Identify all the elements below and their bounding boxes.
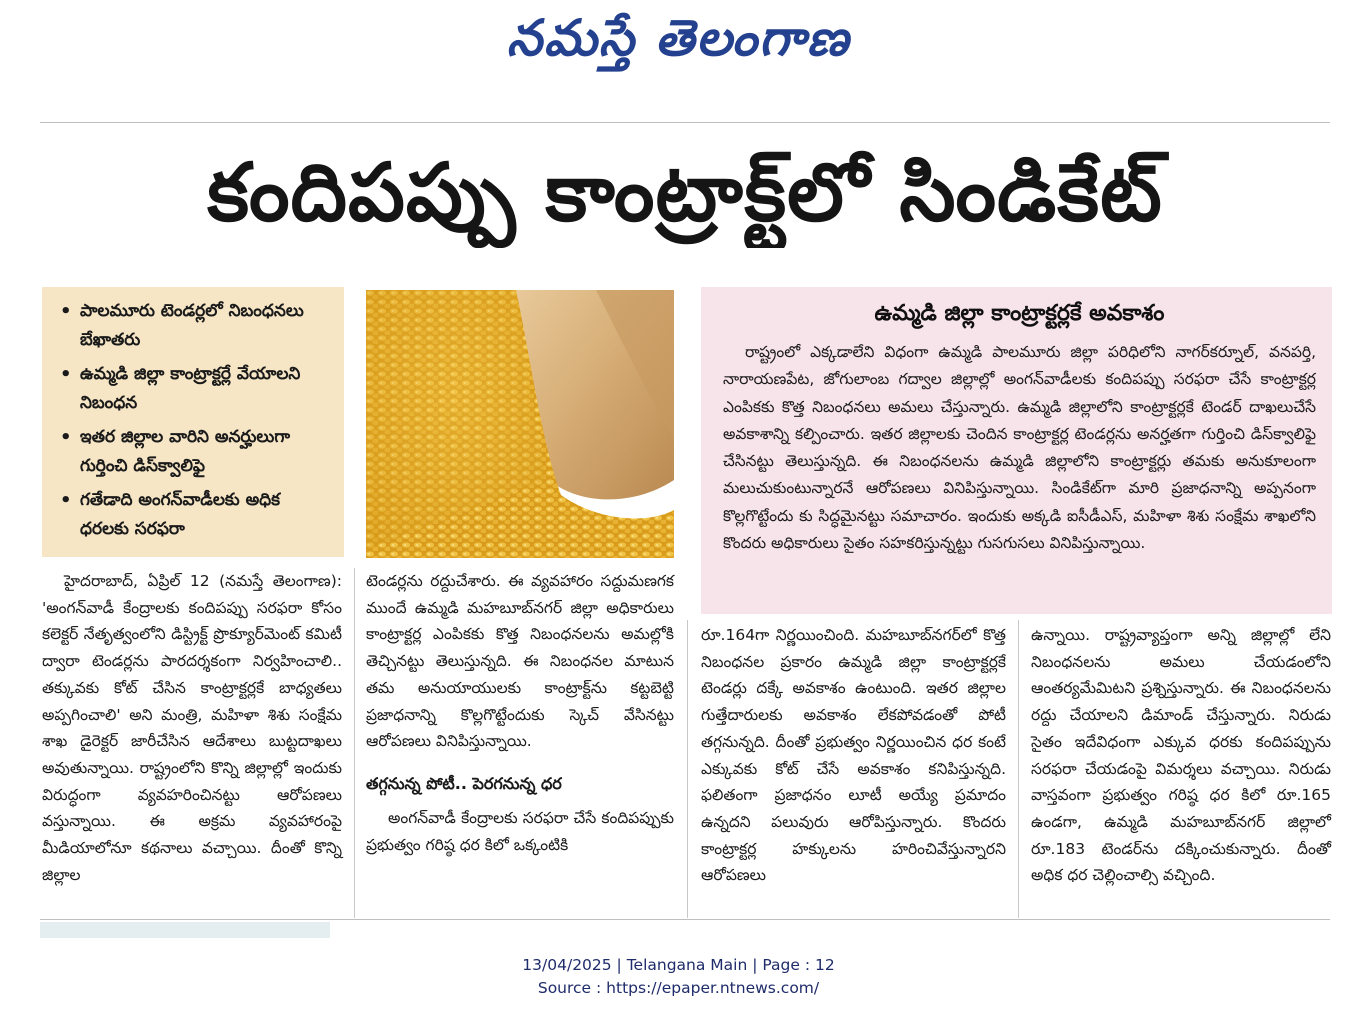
column-2-text: టెండర్లను రద్దుచేశారు. ఈ వ్యవహారం సద్దుమణగక ముందే ఉమ్మడి మహబూబ్‌నగర్ జిల్లా అధికారులు కాంట్రాక్టర్ల ఎంపికకు కొత్త నిబంధనలను అమల్లోకి తెచ్చినట్టు తెలుస్తున్నది. ఈ నిబంధనల మాటున తమ అనుయాయులకు కాంట్రాక్ట్‌ను కట్టబెట్టి ప్రజాధనాన్ని కొల్లగొట్టేందుకు స్కెచ్ వేసినట్టు ఆరోపణలు వినిపిస్తున్నాయి.: [366, 572, 674, 751]
clipped-next-article-strip: [40, 922, 330, 938]
newspaper-masthead: [0, 8, 1357, 78]
page-footer-info: 13/04/2025 | Telangana Main | Page : 12: [522, 956, 835, 974]
article-column-3: [701, 622, 1006, 889]
article-bottom-rule: [40, 919, 1330, 920]
highlight-item: • గతేడాది అంగన్‌వాడీలకు అధిక ధరలకు సరఫరా: [60, 486, 332, 544]
column-divider: [354, 568, 355, 918]
highlights-list: [60, 297, 332, 544]
article-column-2: [366, 568, 674, 858]
masthead-divider: [40, 122, 1330, 123]
article-column-1: [42, 568, 342, 888]
highlight-item: • ఇతర జిల్లాల వారిని అనర్హులుగా గుర్తించి డిస్‌క్వాలిఫై: [60, 423, 332, 481]
highlights-box: [42, 287, 344, 557]
sidebar-story-title: ఉమ్మడి జిల్లా కాంట్రాక్టర్లకే అవకాశం: [874, 301, 1165, 326]
highlight-item: • పాలమూరు టెండర్లలో నిబంధనలు బేఖాతరు: [60, 297, 332, 355]
sidebar-story-body: రాష్ట్రంలో ఎక్కడాలేని విధంగా ఉమ్మడి పాలమూరు జిల్లా పరిధిలోని నాగర్‌కర్నూల్, వనపర్తి, నారాయణపేట, జోగులాంబ గద్వాల జిల్లాల్లో అంగన్‌వాడీలకు కందిపప్పు సరఫరా చేసే కాంట్రాక్టర్ల ఎంపికకు కొత్త నిబంధనలు అమలు చేస్తున్నారు. ఉమ్మడి జిల్లాలోని కాంట్రాక్టర్లకే టెండర్ దాఖలుచేసే అవకాశాన్ని కల్పించారు. ఇతర జిల్లాలకు చెందిన కాంట్రాక్టర్ల టెండర్లను అనర్హతగా గుర్తించి డిస్‌క్వాలిఫై చేసినట్టు తెలుస్తున్నది. ఈ నిబంధనలను ఉమ్మడి జిల్లాలోని కాంట్రాక్టర్లు తమకు అనుకూలంగా మలుచుకుంటున్నారనే ఆరోపణలు వినిపిస్తున్నాయి. సిండికేట్‌గా మారి ప్రజాధనాన్ని అప్పనంగా కొల్లగొట్టేందు కు సిద్ధమైనట్టు సమాచారం. ఇందుకు అక్కడి ఐసీడీఎస్, మహిళా శిశు సంక్షేమ శాఖలోని కొందరు అధికారులు సైతం సహకరిస్తున్నట్టు గుసగుసలు వినిపిస్తున్నాయి.: [723, 343, 1316, 553]
column-4-text: ఉన్నాయి. రాష్ట్రవ్యాప్తంగా అన్ని జిల్లాల్లో లేని నిబంధనలను అమలు చేయడంలోని ఆంతర్యమేమిటని ప్రశ్నిస్తున్నారు. ఈ నిబంధనలను రద్దు చేయాలని డిమాండ్ చేస్తున్నారు. నిరుడు సైతం ఇదేవిధంగా ఎక్కువ ధరకు కందిపప్పును సరఫరా చేయడంపై విమర్శలు వచ్చాయి. నిరుడు వాస్తవంగా ప్రభుత్వం గరిష్ఠ ధర కిలో రూ.165 ఉండగా, ఉమ్మడి మహబూబ్‌నగర్ జిల్లాలో రూ.183 టెండర్‌ను దక్కించుకున్నారు. దీంతో అధిక ధర చెల్లించాల్సి వచ్చింది.: [1031, 626, 1331, 885]
highlight-item: • ఉమ్మడి జిల్లా కాంట్రాక్టర్లే వేయాలని నిబంధన: [60, 360, 332, 418]
article-column-4: [1031, 622, 1331, 889]
masthead-title: నమస్తే తెలంగాణ: [506, 8, 851, 67]
column-2-subheading: తగ్గనున్న పోటీ.. పెరగనున్న ధర: [366, 773, 562, 793]
article-headline: కందిపప్పు కాంట్రాక్ట్‌లో సిండికేట్: [207, 146, 1163, 239]
red-gram-dal-scoop-photo: [366, 290, 674, 558]
column-divider: [687, 620, 688, 918]
page-footer-source: Source : https://epaper.ntnews.com/: [537, 979, 820, 997]
dal-illustration: [366, 290, 674, 558]
sidebar-story-box: [701, 287, 1332, 614]
column-3-text: రూ.164గా నిర్ణయించింది. మహబూబ్‌నగర్‌లో కొత్త నిబంధనల ప్రకారం ఉమ్మడి జిల్లా కాంట్రాక్టర్లకే టెండర్లు దక్కే అవకాశం ఉంటుంది. ఇతర జిల్లాల గుత్తేదారులకు అవకాశం లేకపోవడంతో పోటీ తగ్గనున్నది. దీంతో ప్రభుత్వం నిర్ణయించిన ధర కంటే ఎక్కువకు కోట్ చేసే అవకాశం కనిపిస్తున్నది. ఫలితంగా ప్రజాధనం లూటీ అయ్యే ప్రమాదం ఉన్నదని పలువురు ఆరోపిస్తున్నారు. కొందరు కాంట్రాక్టర్ల హక్కులను హరించివేస్తున్నారని ఆరోపణలు: [701, 626, 1006, 885]
column-divider: [1018, 620, 1019, 918]
column-1-text: హైదరాబాద్, ఏప్రిల్ 12 (నమస్తే తెలంగాణ): 'అంగన్‌వాడీ కేంద్రాలకు కందిపప్పు సరఫరా కోసం కలెక్టర్ నేతృత్వంలోని డిస్ట్రిక్ట్ ప్రొక్యూర్‌మెంట్ కమిటీ ద్వారా టెండర్లను పారదర్శకంగా నిర్వహించాలి.. తక్కువకు కోట్ చేసిన కాంట్రాక్టర్లకే బాధ్యతలు అప్పగించాలి' అని మంత్రి, మహిళా శిశు సంక్షేమ శాఖ డైరెక్టర్ జారీచేసిన ఆదేశాలు బుట్టదాఖలు అవుతున్నాయి. రాష్ట్రంలోని కొన్ని జిల్లాల్లో ఇందుకు విరుద్ధంగా వ్యవహరించినట్టు ఆరోపణలు వస్తున్నాయి. ఈ అక్రమ వ్యవహారంపై మీడియాలోనూ కథనాలు వచ్చాయి. దీంతో కొన్ని జిల్లాల: [42, 572, 342, 884]
column-2-text-continued: అంగన్‌వాడీ కేంద్రాలకు సరఫరా చేసే కందిపప్పుకు ప్రభుత్వం గరిష్ఠ ధర కిలో ఒక్కంటికి: [366, 808, 674, 854]
